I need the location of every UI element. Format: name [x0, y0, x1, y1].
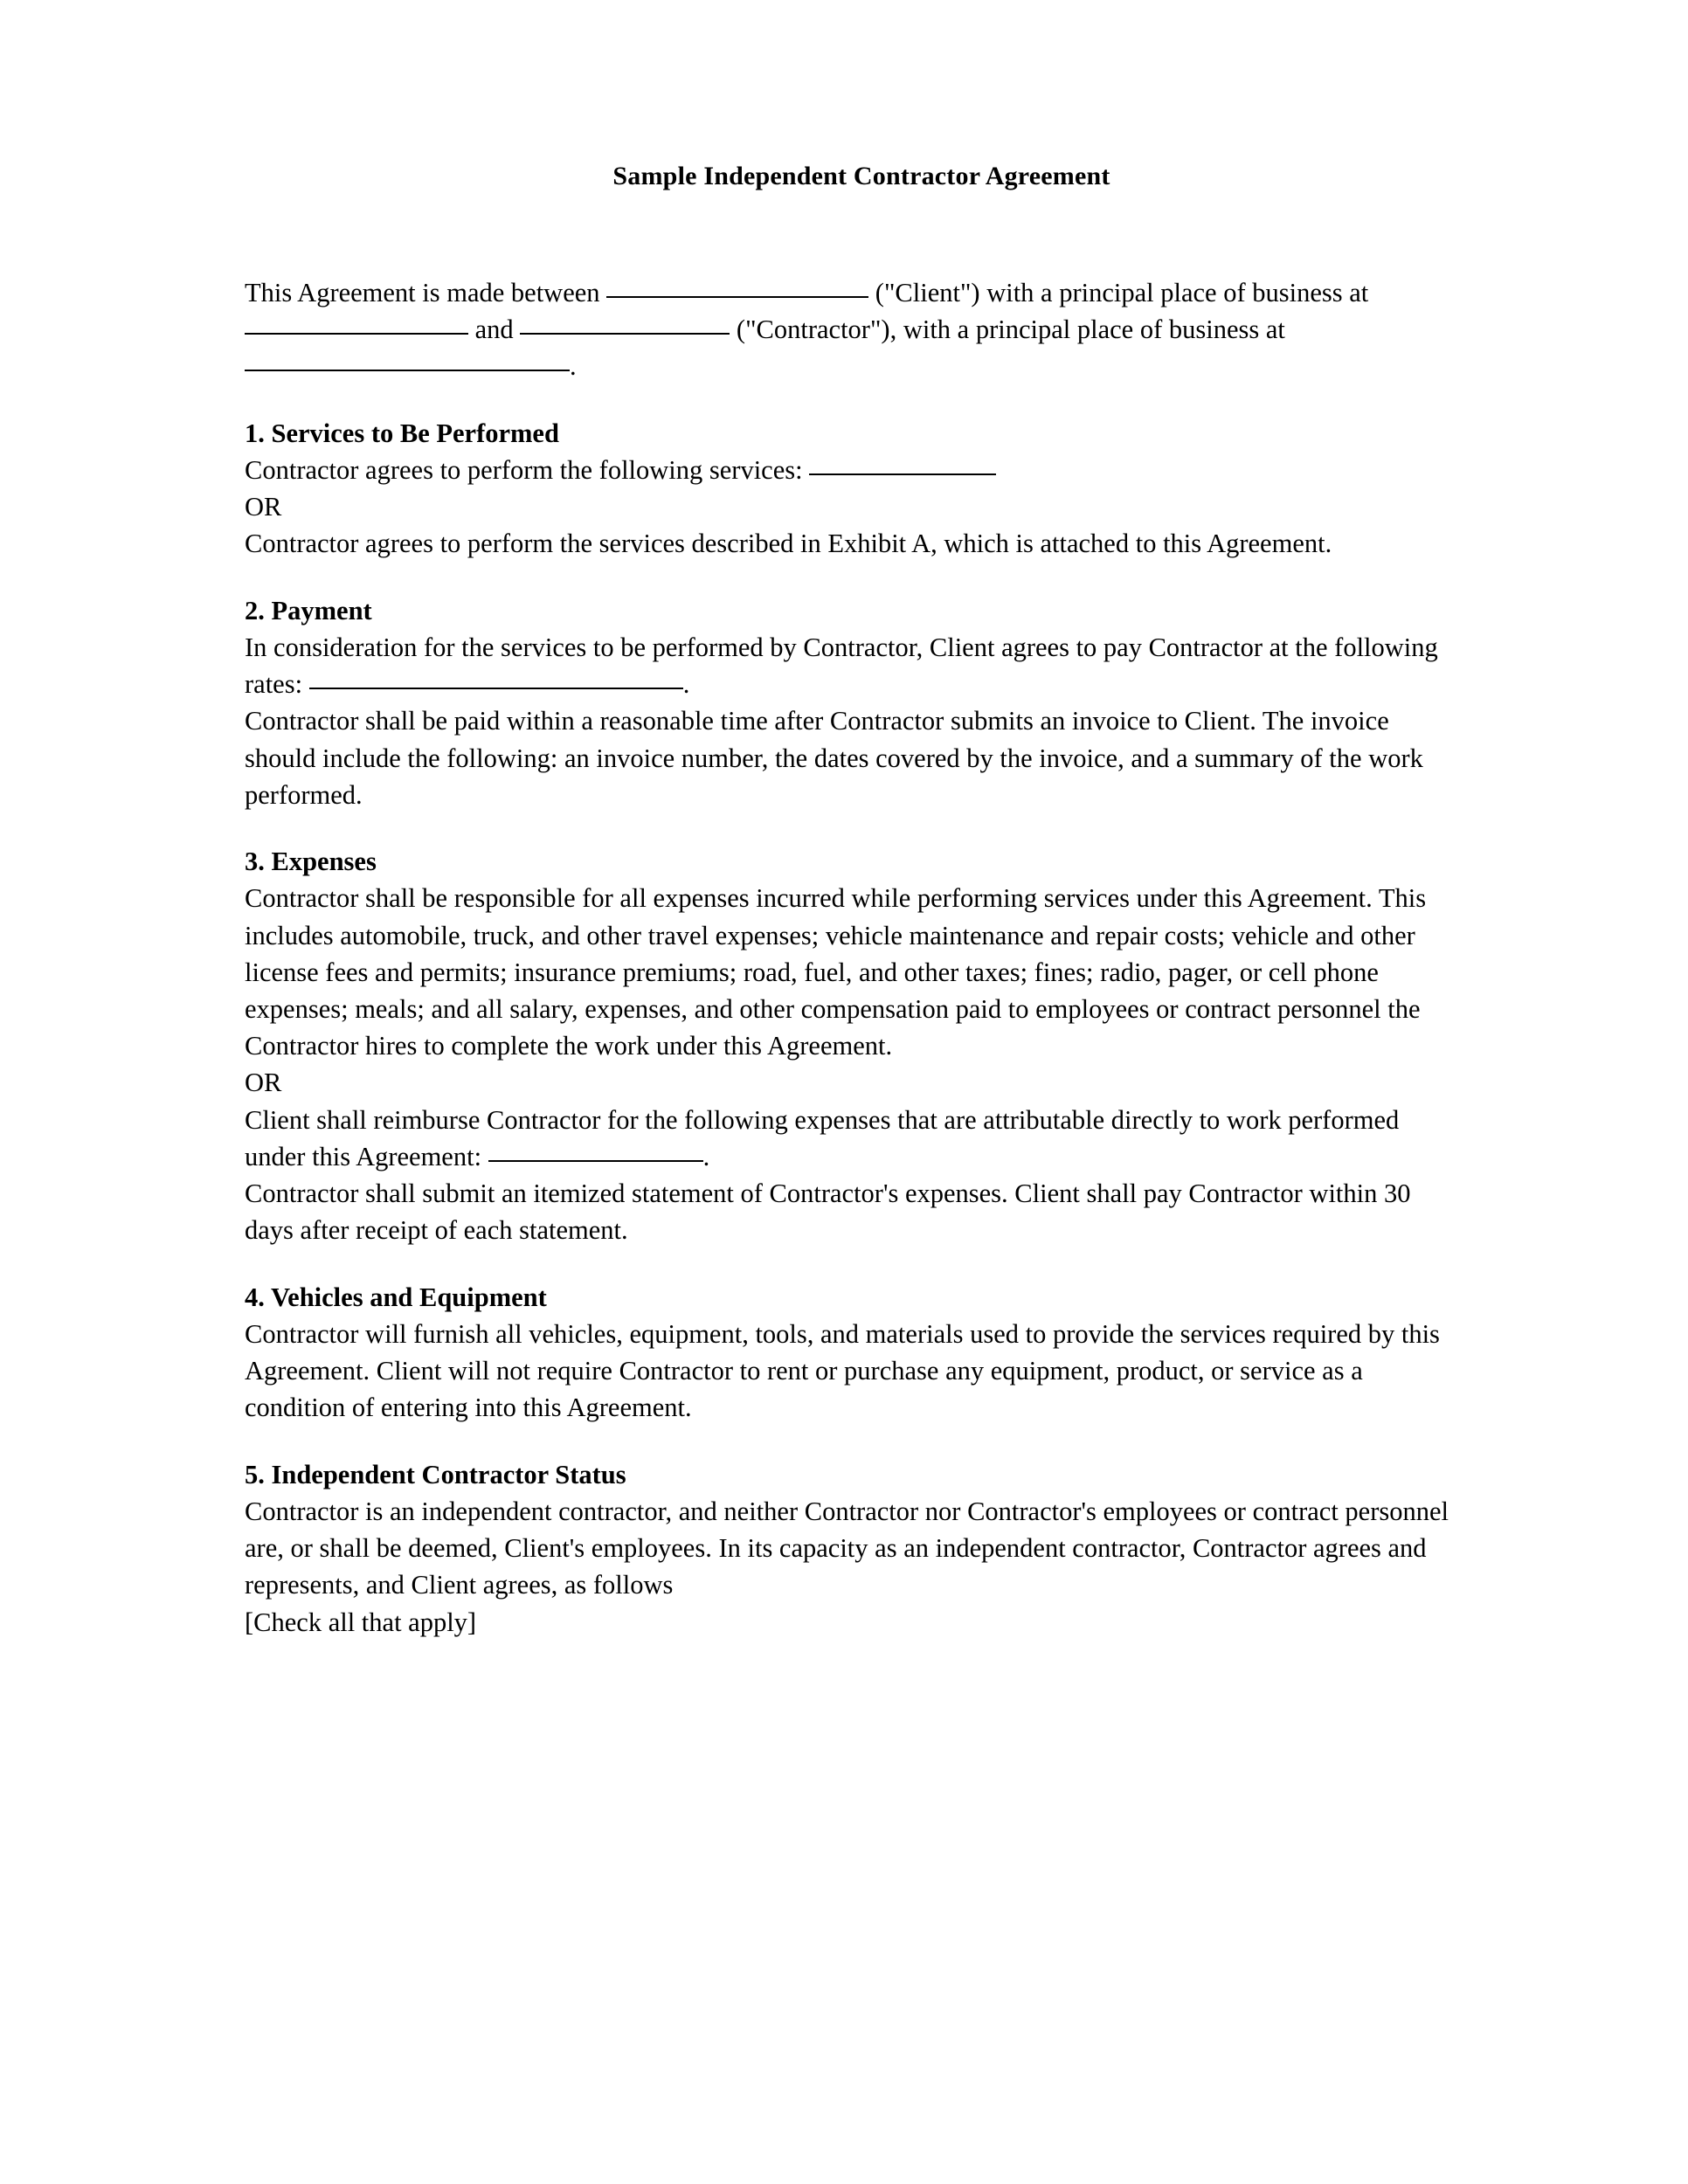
- reimbursed-expenses-blank[interactable]: [488, 1160, 703, 1162]
- page-title: Sample Independent Contractor Agreement: [612, 162, 1110, 190]
- section-2-line-1-tail: .: [682, 669, 690, 700]
- contractor-address-blank[interactable]: [245, 370, 570, 371]
- section-services: [245, 415, 1452, 563]
- client-address-blank[interactable]: [245, 333, 468, 335]
- section-1-line-3: Contractor agrees to perform the services described in Exhibit A, which is attached to this Agreement.: [245, 529, 1332, 559]
- section-2-line-1-text: In consideration for the services to be performed by Contractor, Client agrees to pay Contractor at the following rates:: [245, 632, 1438, 700]
- section-1-line-2: OR: [245, 492, 282, 522]
- section-payment: [245, 592, 1452, 813]
- intro-paragraph: [245, 274, 1452, 385]
- section-3-line-2: OR: [245, 1068, 282, 1098]
- services-blank[interactable]: [809, 473, 996, 475]
- section-heading-4: 4. Vehicles and Equipment: [245, 1282, 547, 1312]
- intro-text-4: ("Contractor"), with a principal place of business at: [730, 314, 1285, 345]
- section-5-line-2: [Check all that apply]: [245, 1607, 477, 1637]
- intro-text-1: This Agreement is made between: [245, 278, 607, 308]
- section-5-line-1: Contractor is an independent contractor, and neither Contractor nor Contractor's employees or contract personnel are, or shall be deemed, Client's employees. In its capacity as an independent contractor, Contractor agrees and represents, and Client agrees, as follows: [245, 1496, 1449, 1600]
- section-3-line-1: Contractor shall be responsible for all expenses incurred while performing services under this Agreement. This includes automobile, truck, and other travel expenses; vehicle maintenance and repair costs; vehicle and other license fees and permits; insurance premiums; road, fuel, and other taxes; fines; radio, pager, or cell phone expenses; meals; and all salary, expenses, and other compensation paid to employees or contract personnel the Contractor hires to complete the work under this Agreement.: [245, 883, 1427, 1061]
- section-3-line-3: [245, 1102, 1452, 1175]
- section-heading-3: 3. Expenses: [245, 847, 377, 877]
- payment-rates-blank[interactable]: [309, 688, 683, 689]
- section-vehicles-equipment: [245, 1279, 1452, 1427]
- client-name-blank[interactable]: [606, 296, 868, 298]
- intro-text-5: .: [570, 351, 577, 382]
- section-heading-5: 5. Independent Contractor Status: [245, 1459, 626, 1489]
- section-2-line-2: Contractor shall be paid within a reasonable time after Contractor submits an invoice to Client. The invoice should include the following: an invoice number, the dates covered by the invoice, and a summary of the work performed.: [245, 706, 1423, 810]
- section-independent-contractor-status: [245, 1456, 1452, 1641]
- section-2-line-1: [245, 629, 1452, 702]
- contractor-name-blank[interactable]: [520, 333, 730, 335]
- section-heading-1: 1. Services to Be Performed: [245, 418, 559, 448]
- intro-text-2: ("Client") with a principal place of business at: [868, 278, 1369, 308]
- section-1-line-1-text: Contractor agrees to perform the following services:: [245, 454, 810, 485]
- intro-text-3: and: [468, 314, 521, 345]
- section-3-line-4: Contractor shall submit an itemized statement of Contractor's expenses. Client shall pay Contractor within 30 days after receipt of each statement.: [245, 1178, 1411, 1246]
- section-4-line-1: Contractor will furnish all vehicles, equipment, tools, and materials used to provide the services required by this Agreement. Client will not require Contractor to rent or purchase any equipment, product, or service as a condition of entering into this Agreement.: [245, 1318, 1440, 1423]
- section-expenses: [245, 843, 1452, 1249]
- section-3-line-3-tail: .: [702, 1141, 710, 1171]
- section-3-line-3-text: Client shall reimburse Contractor for the following expenses that are attributable directly to work performed under this Agreement:: [245, 1104, 1400, 1171]
- section-heading-2: 2. Payment: [245, 595, 372, 625]
- section-1-line-1: [245, 452, 1452, 488]
